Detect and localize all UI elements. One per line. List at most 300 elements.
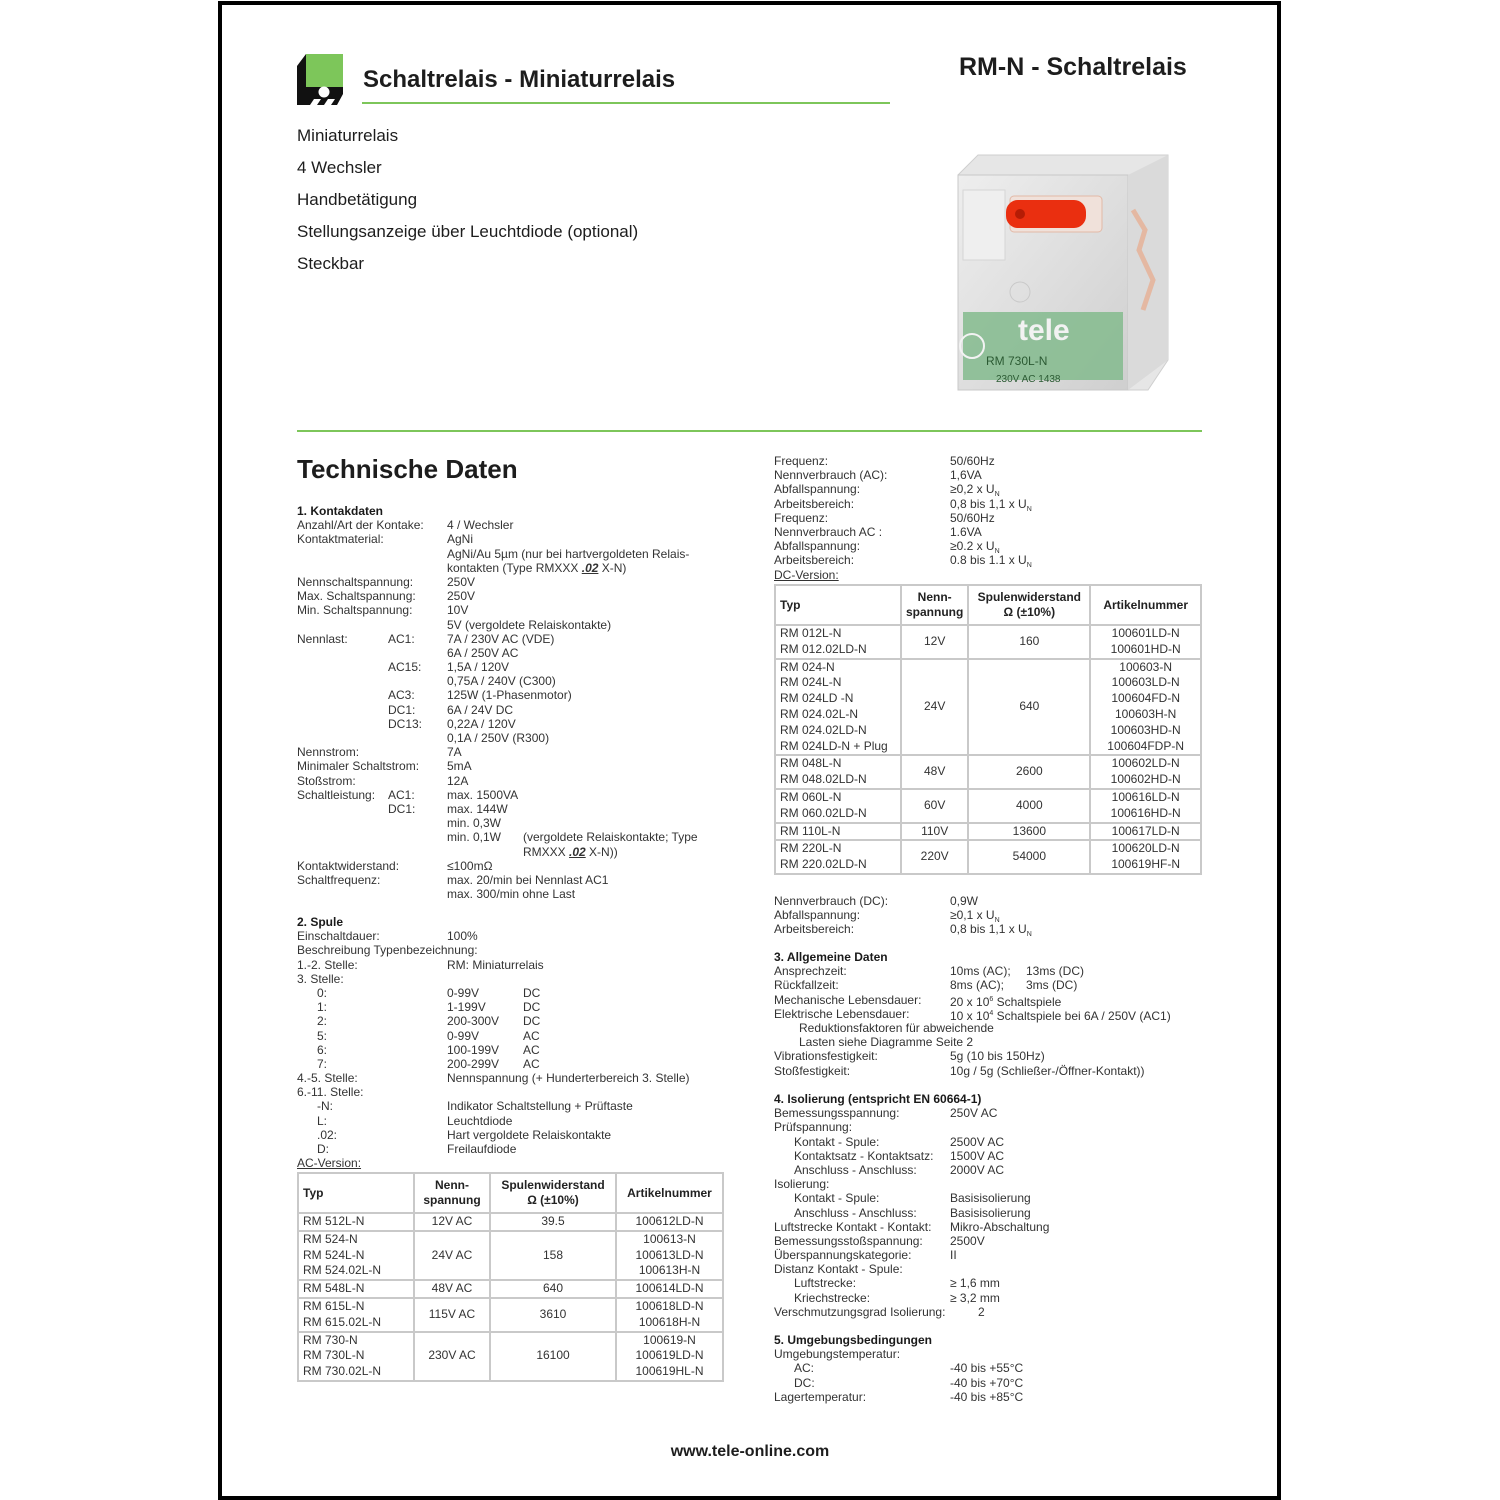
spec-sublabel: AC1:: [388, 787, 415, 802]
spec-value: [950, 922, 1032, 942]
spec-sublabel: DC1:: [388, 702, 416, 717]
header-text: Spulenwiderstand: [977, 590, 1081, 604]
spec-value: 250V AC: [950, 1106, 998, 1121]
type-value: RM 012L-N: [780, 626, 842, 640]
type-value: RM 012.02LD-N: [780, 641, 867, 656]
spec-value: 10V: [447, 603, 469, 618]
subscript: N: [1026, 562, 1032, 570]
code-desc: Leuchtdiode: [447, 1113, 513, 1128]
spec-label: Stoßfestigkeit:: [774, 1063, 851, 1078]
article-value: 100612LD-N: [635, 1214, 704, 1228]
cell-article: [1090, 625, 1201, 659]
cell-resistance: 2600: [968, 755, 1090, 789]
spec-code-emphasis: .02: [569, 844, 586, 859]
spec-value: Nennspannung (+ Hunderterbereich 3. Stelle): [447, 1071, 690, 1086]
article-value: 100602HD-N: [1110, 772, 1181, 787]
spec-label: Arbeitsbereich:: [774, 496, 855, 511]
code-label: 2:: [317, 1014, 328, 1029]
header-title: Schaltrelais - Miniaturrelais: [363, 66, 676, 93]
spec-value: Basisisolierung: [950, 1191, 1031, 1206]
spec-label: Schaltfrequenz:: [297, 872, 381, 887]
spec-value: max. 144W: [447, 801, 508, 816]
code-range: 200-300V: [447, 1014, 500, 1029]
spec-value: RM: Miniaturrelais: [447, 957, 544, 972]
cell-voltage: 230V AC: [414, 1332, 490, 1381]
type-value: RM 024LD-N + Plug: [780, 738, 888, 753]
spec-text: Schaltspiele: [993, 994, 1062, 1009]
spec-value: ≥ 1,6 mm: [950, 1276, 1000, 1291]
cell-typ: [775, 789, 901, 823]
cell-voltage: 12V AC: [414, 1213, 490, 1231]
spec-label: Distanz Kontakt - Spule:: [774, 1262, 903, 1277]
article-value: 100603LD-N: [1111, 675, 1180, 690]
spec-text: 20 x 10: [950, 994, 990, 1009]
spec-sublabel: DC:: [794, 1375, 815, 1390]
type-value: RM 024.02L-N: [780, 706, 859, 721]
spec-value: 1.6VA: [950, 524, 982, 539]
spec-value: -40 bis +55°C: [950, 1361, 1024, 1376]
type-value: RM 524-N: [303, 1231, 358, 1246]
table-row: [298, 1280, 723, 1298]
cell-typ: [298, 1280, 414, 1298]
table-row: [775, 840, 1201, 874]
cell-voltage: 24V: [901, 659, 968, 756]
article-value: 100617LD-N: [1111, 823, 1180, 838]
spec-text: 0,8 bis 1,1 x U: [950, 922, 1027, 937]
spec-label: Schaltleistung:: [297, 787, 376, 802]
cell-typ: [298, 1298, 414, 1332]
subscript: N: [994, 917, 1000, 925]
spec-value: 13ms (DC): [1026, 964, 1085, 979]
subscript: N: [994, 491, 1000, 499]
spec-text: ≥0,2 x U: [950, 482, 995, 497]
code-label: 6:: [317, 1042, 328, 1057]
cell-typ: [775, 840, 901, 874]
code-range: 100-199V: [447, 1042, 500, 1057]
spec-label: Nennverbrauch (DC):: [774, 894, 889, 908]
code-type: AC: [523, 1042, 540, 1057]
spec-label: Nennschaltspannung:: [297, 574, 414, 589]
spec-value: 100%: [447, 929, 478, 944]
column-header-typ: Typ: [775, 585, 901, 625]
spec-text: RMXXX: [523, 844, 570, 859]
spec-label: Arbeitsbereich:: [774, 553, 855, 568]
type-value: RM 730.02L-N: [303, 1364, 382, 1379]
spec-sublabel: Anschluss - Anschluss:: [794, 1205, 917, 1220]
ac-version-table: [297, 1172, 724, 1382]
table-row: [298, 1298, 723, 1332]
spec-value: 0,9W: [950, 894, 979, 908]
section-heading-umgebungsbedingungen: 5. Umgebungsbedingungen: [774, 1333, 932, 1347]
header-text: Spulenwiderstand: [501, 1178, 605, 1192]
cell-resistance: 16100: [490, 1332, 616, 1381]
type-value: RM 048L-N: [780, 756, 842, 771]
feature-item: Stellungsanzeige über Leuchtdiode (optional): [297, 222, 639, 241]
code-desc: Freilaufdiode: [447, 1142, 517, 1156]
svg-text:230V AC 1438: 230V AC 1438: [996, 374, 1061, 385]
article-value: 100613H-N: [638, 1263, 701, 1278]
article-value: 100619HL-N: [635, 1364, 704, 1379]
type-value: RM 730L-N: [303, 1348, 365, 1363]
table-row: [775, 659, 1201, 756]
spec-sublabel: Luftstrecke:: [794, 1276, 857, 1291]
spec-label: Kontaktmaterial:: [297, 532, 384, 547]
code-type: DC: [523, 1000, 541, 1015]
spec-label: 6.-11. Stelle:: [297, 1085, 364, 1100]
type-value: RM 615L-N: [303, 1298, 365, 1313]
type-value: RM 024L-N: [780, 675, 842, 690]
spec-label: Einschaltdauer:: [297, 929, 380, 944]
table-row: [775, 625, 1201, 659]
product-image: [948, 150, 1170, 398]
spec-label: Nennstrom:: [297, 745, 360, 760]
cell-typ: [775, 625, 901, 659]
dc-params-section: [774, 894, 1204, 937]
spec-label: Abfallspannung:: [774, 908, 861, 923]
spec-value: 2000V AC: [950, 1162, 1005, 1177]
table-header-row: [298, 1173, 723, 1213]
article-value: 100616LD-N: [1111, 789, 1180, 804]
spec-label: Stoßstrom:: [297, 773, 356, 788]
cell-resistance: 158: [490, 1231, 616, 1280]
spec-label: Verschmutzungsgrad Isolierung:: [774, 1304, 946, 1319]
feature-list: [297, 125, 638, 285]
code-type: DC: [523, 1014, 541, 1029]
spec-text: 10 x 10: [950, 1008, 990, 1023]
header-text: Nenn-: [917, 590, 952, 604]
code-range: 200-299V: [447, 1056, 500, 1071]
spec-label: Nennlast:: [297, 631, 348, 646]
svg-text:tele: tele: [1018, 314, 1070, 347]
spec-label: 4.-5. Stelle:: [297, 1071, 358, 1086]
spec-label: 1.-2. Stelle:: [297, 957, 358, 972]
type-value: RM 615.02L-N: [303, 1314, 382, 1329]
spec-value: 50/60Hz: [950, 454, 995, 468]
spec-value: 0,75A / 240V (C300): [447, 674, 556, 689]
code-label: 5:: [317, 1028, 328, 1043]
spec-text: kontakten (Type RMXXX: [447, 560, 582, 575]
spec-value: 6A / 250V AC: [447, 645, 519, 660]
cell-resistance: 160: [968, 625, 1090, 659]
cell-typ: [775, 755, 901, 789]
cell-voltage: 60V: [901, 789, 968, 823]
isolierung-section: [774, 1092, 1204, 1319]
spec-label: Umgebungstemperatur:: [774, 1347, 901, 1362]
cell-article: [616, 1280, 723, 1298]
subscript: N: [994, 548, 1000, 556]
column-header-spulenwiderstand: [968, 585, 1090, 625]
spec-sublabel: Kontakt - Spule:: [794, 1134, 880, 1149]
spec-value: Mikro-Abschaltung: [950, 1219, 1050, 1234]
spec-code-emphasis: .02: [581, 560, 599, 575]
spec-label: Max. Schaltspannung:: [297, 589, 416, 604]
spec-value: 10g / 5g (Schließer-/Öffner-Kontakt)): [950, 1063, 1145, 1078]
type-value: RM 220L-N: [780, 841, 842, 856]
article-value: 100604FD-N: [1111, 691, 1181, 706]
spec-sublabel: AC15:: [388, 660, 422, 675]
section-heading-spule: 2. Spule: [297, 915, 344, 929]
spec-label: Elektrische Lebensdauer:: [774, 1006, 910, 1021]
column-header-nennspannung: [414, 1173, 490, 1213]
spec-label: Bemessungsstoßspannung:: [774, 1233, 923, 1248]
code-label: L:: [317, 1113, 328, 1128]
type-value: RM 110L-N: [780, 823, 841, 838]
spec-value: 1500V AC: [950, 1148, 1005, 1163]
spec-value: AgNi/Au 5µm (nur bei hartvergoldeten Relais-: [447, 546, 690, 561]
cell-typ: [298, 1231, 414, 1280]
code-label: 0:: [317, 985, 328, 1000]
spec-value: II: [950, 1248, 957, 1263]
spec-value: 5g (10 bis 150Hz): [950, 1049, 1045, 1064]
article-value: 100619LD-N: [635, 1348, 704, 1363]
table-row: [298, 1332, 723, 1381]
spec-sublabel: DC13:: [388, 716, 423, 731]
spec-label: Nennverbrauch (AC):: [774, 468, 888, 483]
feature-item: Steckbar: [297, 254, 365, 273]
tele-logo-icon: [297, 54, 343, 105]
type-value: RM 220.02LD-N: [780, 857, 867, 872]
cell-typ: [298, 1213, 414, 1231]
spec-value: 2: [978, 1304, 985, 1319]
code-desc: Hart vergoldete Relaiskontakte: [447, 1127, 612, 1142]
type-value: RM 524L-N: [303, 1247, 365, 1262]
type-value: RM 048.02LD-N: [780, 772, 867, 787]
type-value: RM 524.02L-N: [303, 1263, 382, 1278]
section-heading-kontaktdaten: 1. Kontakdaten: [297, 504, 384, 518]
article-value: 100613-N: [643, 1231, 696, 1246]
spec-text: X-N)): [585, 844, 618, 859]
spec-value: Basisisolierung: [950, 1205, 1031, 1220]
type-value: RM 024LD -N: [780, 691, 854, 706]
cell-article: [1090, 755, 1201, 789]
spec-value: max. 20/min bei Nennlast AC1: [447, 872, 609, 887]
article-value: 100601HD-N: [1110, 641, 1181, 656]
article-value: 100619HF-N: [1111, 857, 1181, 872]
cell-article: [1090, 659, 1201, 756]
header-text: spannung: [423, 1193, 481, 1207]
spec-label: Abfallspannung:: [774, 482, 861, 497]
spec-value: 5V (vergoldete Relaiskontakte): [447, 617, 612, 632]
allgemeine-daten-section: [774, 950, 1204, 1078]
spec-value: 0,22A / 120V: [447, 716, 516, 731]
article-value: 100618LD-N: [635, 1298, 704, 1313]
spec-value: ≤100mΩ: [447, 858, 493, 873]
spec-value: -40 bis +85°C: [950, 1389, 1024, 1404]
header-text: Ω (±10%): [527, 1193, 579, 1207]
code-desc: Indikator Schaltstellung + Prüftaste: [447, 1099, 633, 1114]
spec-sublabel: AC:: [794, 1361, 815, 1376]
type-value: RM 512L-N: [303, 1214, 365, 1228]
code-label: 1:: [317, 1000, 328, 1015]
spec-label: Bemessungsspannung:: [774, 1106, 900, 1121]
article-value: 100603HD-N: [1110, 722, 1181, 737]
spec-value: max. 300/min ohne Last: [447, 887, 576, 902]
spec-value: 250V: [447, 574, 476, 589]
spec-value: 10ms (AC);: [950, 964, 1011, 979]
spec-label: Beschreibung Typenbezeichnung:: [297, 943, 478, 958]
spec-value: 2500V: [950, 1233, 985, 1248]
spec-label: Rückfallzeit:: [774, 978, 839, 993]
spec-value: max. 1500VA: [447, 787, 519, 802]
cell-article: [1090, 840, 1201, 874]
type-value: RM 024.02LD-N: [780, 722, 867, 737]
spec-value: 5mA: [447, 759, 472, 774]
ac-version-label: AC-Version:: [297, 1156, 362, 1171]
cell-typ: [298, 1332, 414, 1381]
column-header-spulenwiderstand: [490, 1173, 616, 1213]
spec-label: Minimaler Schaltstrom:: [297, 759, 420, 774]
cell-article: [616, 1213, 723, 1231]
cell-resistance: 3610: [490, 1298, 616, 1332]
table-row: [298, 1213, 723, 1231]
cell-resistance: 640: [490, 1280, 616, 1298]
spec-label: Frequenz:: [774, 510, 829, 525]
spec-label: Überspannungskategorie:: [774, 1248, 912, 1263]
feature-item: 4 Wechsler: [297, 158, 382, 177]
cell-voltage: 48V AC: [414, 1280, 490, 1298]
article-value: 100620LD-N: [1111, 841, 1180, 856]
code-label: -N:: [317, 1099, 333, 1114]
spec-label: Anzahl/Art der Kontake:: [297, 518, 424, 533]
code-type: AC: [523, 1056, 540, 1071]
feature-item: Miniaturrelais: [297, 126, 399, 145]
type-value: RM 548L-N: [303, 1281, 365, 1296]
article-value: 100614LD-N: [635, 1281, 704, 1296]
spec-value: 12A: [447, 773, 469, 788]
dc-version-table: [774, 584, 1202, 875]
cell-article: [616, 1332, 723, 1381]
article-value: 100603H-N: [1114, 706, 1177, 721]
code-label: D:: [317, 1142, 329, 1156]
spec-label: Mechanische Lebensdauer:: [774, 992, 922, 1007]
spec-value: 2500V AC: [950, 1134, 1005, 1149]
spec-label: Lagertemperatur:: [774, 1389, 867, 1404]
spec-value: -40 bis +70°C: [950, 1375, 1024, 1390]
footer-website-link[interactable]: www.tele-online.com: [670, 1443, 830, 1460]
cell-article: [1090, 789, 1201, 823]
table-row: [775, 755, 1201, 789]
spec-value: 7A / 230V AC (VDE): [447, 631, 555, 646]
spec-note: Lasten siehe Diagramme Seite 2: [799, 1035, 974, 1050]
spec-value: 50/60Hz: [950, 510, 995, 525]
cell-voltage: 24V AC: [414, 1231, 490, 1280]
type-value: RM 730-N: [303, 1332, 358, 1347]
spule-section: [297, 915, 737, 1170]
superscript: 4: [989, 1009, 994, 1017]
left-column: [297, 504, 737, 901]
spec-text: Schaltspiele bei 6A / 250V (AC1): [993, 1008, 1171, 1023]
spec-note: (vergoldete Relaiskontakte; Type: [523, 830, 698, 845]
spec-text: X-N): [598, 560, 627, 575]
spec-sublabel: Kontaktsatz - Kontaktsatz:: [794, 1148, 934, 1163]
cell-resistance: 640: [968, 659, 1090, 756]
code-label: .02:: [317, 1127, 338, 1142]
spec-sublabel: DC1:: [388, 801, 416, 816]
spec-sublabel: AC3:: [388, 688, 415, 703]
svg-text:RM 730L-N: RM 730L-N: [986, 354, 1048, 368]
spec-value: 7A: [447, 745, 462, 760]
column-header-nennspannung: [901, 585, 968, 625]
document-title: RM-N - Schaltrelais: [959, 53, 1187, 81]
article-value: 100613LD-N: [635, 1247, 704, 1262]
code-range: 0-99V: [447, 1028, 480, 1043]
spec-value: AgNi: [447, 532, 474, 547]
dc-version-label: DC-Version:: [774, 567, 839, 582]
tech-data-title: Technische Daten: [297, 454, 518, 484]
code-type: DC: [523, 985, 541, 1000]
spec-value: 3ms (DC): [1026, 978, 1078, 993]
spec-label: Ansprechzeit:: [774, 964, 847, 979]
article-value: 100604FDP-N: [1107, 738, 1185, 753]
feature-item: Handbetätigung: [297, 190, 418, 209]
spec-value: 250V: [447, 589, 476, 604]
spec-sublabel: AC1:: [388, 631, 415, 646]
spec-value: ≥ 3,2 mm: [950, 1290, 1000, 1305]
spec-label: Luftstrecke Kontakt - Kontakt:: [774, 1219, 932, 1234]
header-text: Nenn-: [435, 1178, 469, 1192]
code-type: AC: [523, 1028, 540, 1043]
cell-resistance: 39.5: [490, 1213, 616, 1231]
article-value: 100601LD-N: [1111, 626, 1180, 640]
type-value: RM 060L-N: [780, 789, 842, 804]
cell-typ: [775, 823, 901, 841]
type-value: RM 024-N: [780, 659, 835, 674]
spec-label: 3. Stelle:: [297, 971, 344, 986]
spec-value: 0,1A / 250V (R300): [447, 731, 550, 745]
cell-typ: [775, 659, 901, 756]
header-rule-divider: [362, 102, 890, 104]
table-row: [775, 789, 1201, 823]
section-heading-allgemeine-daten: 3. Allgemeine Daten: [774, 950, 888, 964]
section-heading-isolierung: 4. Isolierung (entspricht EN 60664-1): [774, 1092, 982, 1106]
type-value: RM 060.02LD-N: [780, 805, 867, 820]
spec-label: Frequenz:: [774, 454, 829, 468]
cell-resistance: 13600: [968, 823, 1090, 841]
article-value: 100603-N: [1119, 659, 1173, 674]
superscript: 6: [989, 995, 994, 1003]
article-value: 100602LD-N: [1111, 756, 1180, 771]
spec-text: ≥0.2 x U: [950, 539, 995, 554]
table-row: [775, 823, 1201, 841]
spec-value: [447, 561, 626, 575]
spec-value: 8ms (AC);: [950, 978, 1004, 993]
header-text: spannung: [906, 605, 964, 619]
spec-text: 0.8 bis 1.1 x U: [950, 553, 1027, 568]
spec-value: 1,5A / 120V: [447, 660, 510, 675]
spec-sublabel: Kriechstrecke:: [794, 1290, 871, 1305]
spec-label: Prüfspannung:: [774, 1120, 853, 1135]
ac-params-section: [774, 454, 1204, 582]
spec-value: 4 / Wechsler: [447, 518, 514, 533]
spec-text: ≥0,1 x U: [950, 908, 995, 923]
spec-value: min. 0,1W: [447, 830, 502, 845]
spec-label: Arbeitsbereich:: [774, 922, 855, 937]
spec-sublabel: Anschluss - Anschluss:: [794, 1162, 917, 1177]
spec-label: Kontaktwiderstand:: [297, 858, 400, 873]
table-row: [298, 1231, 723, 1280]
cell-voltage: 115V AC: [414, 1298, 490, 1332]
cell-article: [616, 1298, 723, 1332]
umgebung-section: [774, 1333, 1204, 1404]
subscript: N: [1026, 931, 1032, 939]
spec-value: 6A / 24V DC: [447, 702, 514, 717]
code-range: 1-199V: [447, 1000, 486, 1015]
code-label: 7:: [317, 1056, 328, 1071]
spec-label: Min. Schaltspannung:: [297, 603, 413, 618]
spec-label: Abfallspannung:: [774, 539, 861, 554]
spec-label: Vibrationsfestigkeit:: [774, 1049, 878, 1064]
subscript: N: [1026, 505, 1032, 513]
